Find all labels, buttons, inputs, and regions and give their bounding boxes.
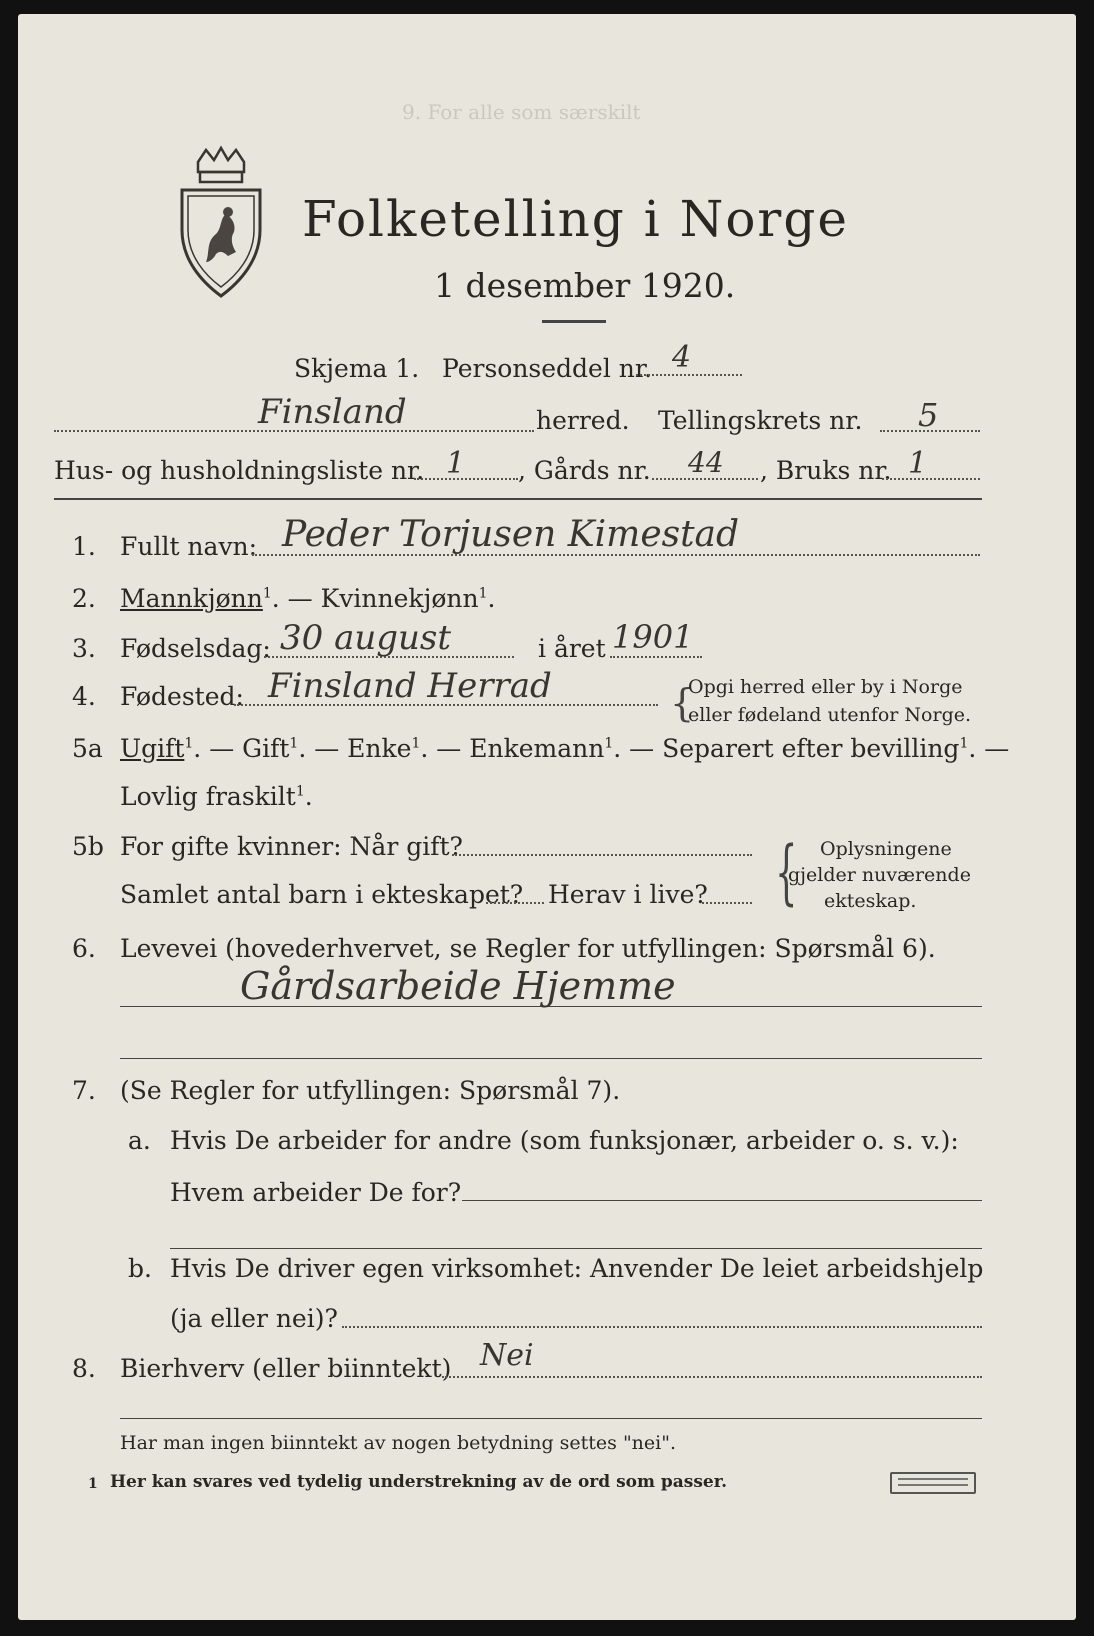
q5b-label3: Herav i live? xyxy=(548,880,708,909)
census-form xyxy=(18,14,1076,1620)
personseddel-label: Personseddel nr. xyxy=(442,354,653,383)
schema-label: Skjema 1. xyxy=(294,354,420,383)
option-kvinnekjonn[interactable]: Kvinnekjønn xyxy=(320,584,479,613)
occupation-value[interactable]: Gårdsarbeide Hjemme xyxy=(240,964,676,1008)
coat-of-arms-emblem xyxy=(176,142,266,302)
q8-number: 8. xyxy=(72,1354,96,1383)
q7a-line1: Hvis De arbeider for andre (som funksjonær, arbeider o. s. v.): xyxy=(170,1126,959,1155)
title-divider xyxy=(542,320,606,323)
q7-label: (Se Regler for utfyllingen: Spørsmål 7). xyxy=(120,1076,621,1105)
q7a-extra-line xyxy=(170,1248,982,1249)
gards-label: , Gårds nr. xyxy=(518,456,651,485)
footnote-text: Her kan svares ved tydelig understrekning av de ord som passer. xyxy=(110,1472,728,1492)
q3-number: 3. xyxy=(72,634,96,663)
q5b-children-line xyxy=(486,902,544,904)
full-name-value[interactable]: Peder Torjusen Kimestad xyxy=(282,514,740,555)
q5b-label1: For gifte kvinner: Når gift? xyxy=(120,832,463,861)
q8-line2 xyxy=(120,1418,982,1419)
option-enke[interactable]: Enke xyxy=(347,734,412,763)
birthplace-value[interactable]: Finsland Herrad xyxy=(268,666,552,706)
hus-value[interactable]: 1 xyxy=(446,446,466,481)
year-label: i året xyxy=(538,634,606,663)
q4-brace: { xyxy=(670,681,695,725)
q5b-note1: Oplysningene xyxy=(820,838,952,860)
q8-line xyxy=(442,1376,982,1378)
q6-number: 6. xyxy=(72,934,96,963)
option-ugift[interactable]: Ugift xyxy=(120,734,185,763)
q5b-married-line xyxy=(452,854,752,856)
q7a-letter: a. xyxy=(128,1126,151,1155)
q3-year-line xyxy=(610,656,702,658)
option-enkemann[interactable]: Enkemann xyxy=(469,734,605,763)
q1-number: 1. xyxy=(72,532,96,561)
bruks-line xyxy=(882,478,980,480)
q7b-line2: (ja eller nei)? xyxy=(170,1304,338,1333)
tellingskrets-value[interactable]: 5 xyxy=(918,396,939,434)
q4-label: Fødested: xyxy=(120,682,244,711)
q4-number: 4. xyxy=(72,682,96,711)
birth-year-value[interactable]: 1901 xyxy=(612,618,694,656)
footer-note: Har man ingen biinntekt av nogen betydning settes "nei". xyxy=(120,1432,677,1454)
q2-number: 2. xyxy=(72,584,96,613)
q5a-number: 5a xyxy=(72,734,103,763)
q7a-line2: Hvem arbeider De for? xyxy=(170,1178,462,1207)
herred-value[interactable]: Finsland xyxy=(258,392,407,432)
tellingskrets-label: Tellingskrets nr. xyxy=(658,406,863,435)
q7b-line1: Hvis De driver egen virksomhet: Anvender De leiet arbeidshjelp xyxy=(170,1254,984,1283)
q2-options: Mannkjønn$^1$. — Kvinnekjønn$^1$. xyxy=(120,584,496,613)
option-gift[interactable]: Gift xyxy=(242,734,290,763)
census-date: 1 desember 1920. xyxy=(434,266,736,305)
q5b-number: 5b xyxy=(72,832,104,861)
personseddel-value[interactable]: 4 xyxy=(672,340,692,375)
q7-number: 7. xyxy=(72,1076,96,1105)
q5b-note3: ekteskap. xyxy=(824,890,917,912)
q4-note-line2: eller fødeland utenfor Norge. xyxy=(688,704,972,726)
option-fraskilt[interactable]: Lovlig fraskilt xyxy=(120,782,296,811)
gards-value[interactable]: 44 xyxy=(688,446,724,479)
q5b-brace: { xyxy=(775,831,798,913)
form-title: Folketelling i Norge xyxy=(302,190,849,248)
side-income-value[interactable]: Nei xyxy=(480,1338,534,1373)
q7b-letter: b. xyxy=(128,1254,152,1283)
birthday-value[interactable]: 30 august xyxy=(280,618,452,658)
option-mannkjonn[interactable]: Mannkjønn xyxy=(120,584,263,613)
footnote-mark: 1 xyxy=(88,1476,98,1492)
bruks-label: , Bruks nr. xyxy=(760,456,892,485)
q5b-alive-line xyxy=(702,902,752,904)
printer-stamp xyxy=(890,1472,976,1494)
q7a-employer-line[interactable] xyxy=(462,1200,982,1201)
hus-label: Hus- og husholdningsliste nr. xyxy=(54,456,425,485)
option-separert[interactable]: Separert efter bevilling xyxy=(662,734,960,763)
hus-line xyxy=(414,478,518,480)
q5b-label2: Samlet antal barn i ekteskapet? xyxy=(120,880,524,909)
q3-label: Fødselsdag: xyxy=(120,634,271,663)
q8-label: Bierhverv (eller biinntekt) xyxy=(120,1354,452,1383)
herred-label: herred. xyxy=(536,406,630,435)
q6-label: Levevei (hovederhvervet, se Regler for utfyllingen: Spørsmål 6). xyxy=(120,934,936,963)
q7b-answer-line[interactable] xyxy=(342,1326,982,1328)
q5a-options: Ugift$^1$. — Gift$^1$. — Enke$^1$. — Enkemann$^1$. — Separert efter bevilling$^1$. — xyxy=(120,734,1010,763)
q1-label: Fullt navn: xyxy=(120,532,258,561)
bruks-value[interactable]: 1 xyxy=(908,446,928,481)
bleed-through: 9. For alle som særskilt xyxy=(402,100,641,124)
q6-line2 xyxy=(120,1058,982,1059)
q5b-note2: gjelder nuværende xyxy=(788,864,971,886)
q5a-line2: Lovlig fraskilt$^1$. xyxy=(120,782,313,811)
header-separator xyxy=(54,498,982,500)
q4-note-line1: Opgi herred eller by i Norge xyxy=(688,676,963,698)
